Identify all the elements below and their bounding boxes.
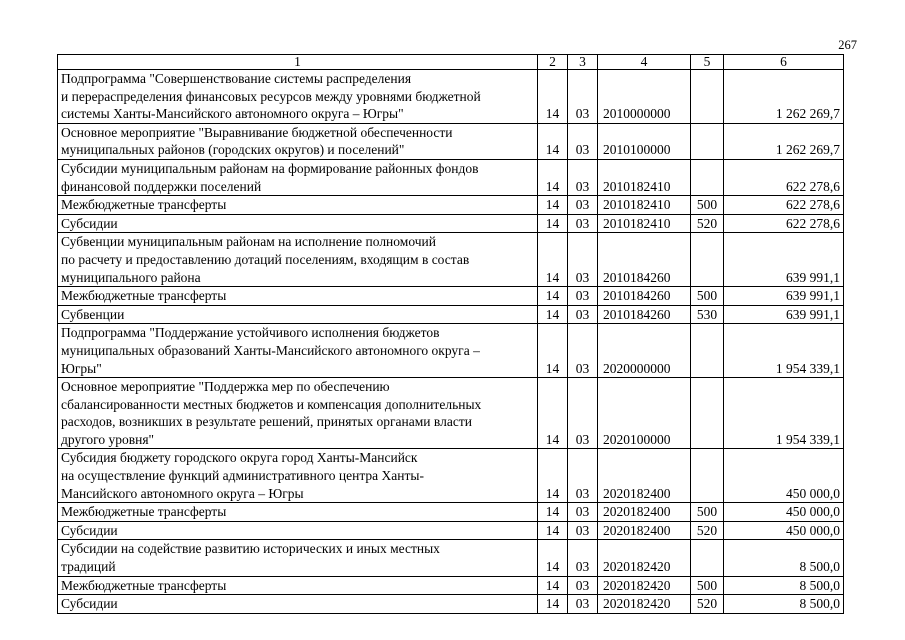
subsection-code: 03	[568, 287, 598, 306]
column-header-2: 2	[538, 55, 568, 70]
header-row	[58, 55, 844, 70]
description-line: и перераспределения финансовых ресурсов между уровнями бюджетной	[61, 88, 481, 104]
description-line: Основное мероприятие "Выравнивание бюджетной обеспеченности	[61, 124, 453, 140]
target-article-code: 2020182400	[598, 503, 691, 522]
description-line: Межбюджетные трансферты	[61, 577, 227, 593]
amount: 639 991,1	[724, 287, 844, 306]
description-line: Субсидия бюджету городского округа город Ханты-Мансийск	[61, 450, 418, 466]
row-description	[58, 214, 538, 233]
target-article-code: 2010000000	[598, 70, 691, 124]
target-article-code: 2020182420	[598, 576, 691, 595]
subsection-code: 03	[568, 503, 598, 522]
description-line: на осуществление функций административного центра Ханты-	[61, 468, 424, 484]
amount: 622 278,6	[724, 214, 844, 233]
table-row	[58, 287, 844, 306]
table-row	[58, 159, 844, 195]
description-line: муниципального района	[61, 269, 201, 285]
description-line: Подпрограмма "Поддержание устойчивого исполнения бюджетов	[61, 325, 440, 341]
description-line: системы Ханты-Мансийского автономного округа – Югры"	[61, 106, 404, 122]
expense-type-code: 500	[691, 287, 724, 306]
table-row	[58, 214, 844, 233]
description-line: Субвенции муниципальным районам на исполнение полномочий	[61, 234, 436, 250]
description-line: муниципальных районов (городских округов) и поселений"	[61, 142, 405, 158]
amount: 639 991,1	[724, 305, 844, 324]
subsection-code: 03	[568, 521, 598, 540]
amount: 450 000,0	[724, 449, 844, 503]
subsection-code: 03	[568, 305, 598, 324]
row-description	[58, 595, 538, 614]
row-description	[58, 576, 538, 595]
description-line: финансовой поддержки поселений	[61, 178, 262, 194]
description-line: Подпрограмма "Совершенствование системы распределения	[61, 71, 412, 86]
section-code: 14	[538, 378, 568, 449]
table-row	[58, 449, 844, 503]
amount: 1 954 339,1	[724, 378, 844, 449]
description-line: Субсидии	[61, 596, 118, 612]
section-code: 14	[538, 324, 568, 378]
table-row	[58, 233, 844, 287]
amount: 1 954 339,1	[724, 324, 844, 378]
amount: 450 000,0	[724, 521, 844, 540]
section-code: 14	[538, 503, 568, 522]
amount: 622 278,6	[724, 159, 844, 195]
section-code: 14	[538, 576, 568, 595]
subsection-code: 03	[568, 123, 598, 159]
section-code: 14	[538, 305, 568, 324]
target-article-code: 2020182420	[598, 595, 691, 614]
expense-type-code: 520	[691, 214, 724, 233]
subsection-code: 03	[568, 159, 598, 195]
target-article-code: 2010182410	[598, 159, 691, 195]
target-article-code: 2010100000	[598, 123, 691, 159]
row-description	[58, 449, 538, 503]
expense-type-code	[691, 449, 724, 503]
expense-type-code	[691, 70, 724, 124]
target-article-code: 2020182400	[598, 521, 691, 540]
target-article-code: 2020182420	[598, 540, 691, 576]
table-body	[58, 55, 844, 614]
row-description	[58, 305, 538, 324]
amount: 450 000,0	[724, 503, 844, 522]
target-article-code: 2010182410	[598, 196, 691, 215]
subsection-code: 03	[568, 449, 598, 503]
description-line: Межбюджетные трансферты	[61, 288, 227, 304]
row-description	[58, 503, 538, 522]
expense-type-code: 500	[691, 503, 724, 522]
amount: 8 500,0	[724, 540, 844, 576]
description-line: сбалансированности местных бюджетов и компенсация дополнительных	[61, 396, 482, 412]
target-article-code: 2020182400	[598, 449, 691, 503]
page-number: 267	[838, 38, 857, 52]
expense-type-code	[691, 378, 724, 449]
table-row	[58, 378, 844, 449]
section-code: 14	[538, 159, 568, 195]
description-line: по расчету и предоставлению дотаций поселениям, входящим в состав	[61, 251, 470, 267]
budget-table	[57, 54, 844, 614]
subsection-code: 03	[568, 233, 598, 287]
section-code: 14	[538, 233, 568, 287]
subsection-code: 03	[568, 378, 598, 449]
section-code: 14	[538, 540, 568, 576]
description-line: Субсидии муниципальным районам на формирование районных фондов	[61, 160, 479, 176]
section-code: 14	[538, 595, 568, 614]
section-code: 14	[538, 521, 568, 540]
section-code: 14	[538, 449, 568, 503]
column-header-5: 5	[691, 55, 724, 70]
row-description	[58, 521, 538, 540]
expense-type-code: 530	[691, 305, 724, 324]
expense-type-code: 520	[691, 595, 724, 614]
row-description	[58, 540, 538, 576]
description-line: Мансийского автономного округа – Югры	[61, 485, 304, 501]
section-code: 14	[538, 196, 568, 215]
table-row	[58, 540, 844, 576]
description-line: муниципальных образований Ханты-Мансийского автономного округа –	[61, 342, 480, 358]
amount: 8 500,0	[724, 595, 844, 614]
section-code: 14	[538, 287, 568, 306]
row-description	[58, 324, 538, 378]
row-description	[58, 287, 538, 306]
description-line: Югры"	[61, 360, 102, 376]
expense-type-code	[691, 123, 724, 159]
amount: 8 500,0	[724, 576, 844, 595]
table-row	[58, 123, 844, 159]
column-header-4: 4	[598, 55, 691, 70]
expense-type-code: 500	[691, 196, 724, 215]
row-description	[58, 123, 538, 159]
description-line: Межбюджетные трансферты	[61, 197, 227, 213]
amount: 1 262 269,7	[724, 123, 844, 159]
row-description	[58, 159, 538, 195]
description-line: Субсидии	[61, 215, 118, 231]
description-line: Основное мероприятие "Поддержка мер по обеспечению	[61, 379, 390, 395]
target-article-code: 2020100000	[598, 378, 691, 449]
amount: 622 278,6	[724, 196, 844, 215]
subsection-code: 03	[568, 70, 598, 124]
expense-type-code	[691, 540, 724, 576]
expense-type-code: 520	[691, 521, 724, 540]
description-line: Субсидии на содействие развитию исторических и иных местных	[61, 541, 440, 557]
table-row	[58, 576, 844, 595]
table-row	[58, 595, 844, 614]
amount: 639 991,1	[724, 233, 844, 287]
table-row	[58, 503, 844, 522]
row-description	[58, 233, 538, 287]
expense-type-code	[691, 233, 724, 287]
target-article-code: 2010184260	[598, 305, 691, 324]
expense-type-code	[691, 324, 724, 378]
section-code: 14	[538, 70, 568, 124]
table-row	[58, 70, 844, 124]
target-article-code: 2010182410	[598, 214, 691, 233]
amount: 1 262 269,7	[724, 70, 844, 124]
subsection-code: 03	[568, 324, 598, 378]
subsection-code: 03	[568, 576, 598, 595]
table-row	[58, 324, 844, 378]
subsection-code: 03	[568, 214, 598, 233]
expense-type-code	[691, 159, 724, 195]
subsection-code: 03	[568, 595, 598, 614]
target-article-code: 2010184260	[598, 233, 691, 287]
table-row	[58, 196, 844, 215]
target-article-code: 2020000000	[598, 324, 691, 378]
section-code: 14	[538, 214, 568, 233]
description-line: расходов, возникших в результате решений, принятых органами власти	[61, 414, 472, 430]
description-line: традиций	[61, 559, 116, 575]
table-row	[58, 305, 844, 324]
row-description	[58, 196, 538, 215]
subsection-code: 03	[568, 196, 598, 215]
table-row	[58, 521, 844, 540]
expense-type-code: 500	[691, 576, 724, 595]
column-header-3: 3	[568, 55, 598, 70]
description-line: Субвенции	[61, 306, 125, 322]
column-header-1: 1	[58, 55, 538, 70]
description-line: другого уровня"	[61, 431, 155, 447]
description-line: Межбюджетные трансферты	[61, 504, 227, 520]
target-article-code: 2010184260	[598, 287, 691, 306]
section-code: 14	[538, 123, 568, 159]
column-header-6: 6	[724, 55, 844, 70]
subsection-code: 03	[568, 540, 598, 576]
row-description	[58, 378, 538, 449]
row-description	[58, 70, 538, 124]
description-line: Субсидии	[61, 522, 118, 538]
